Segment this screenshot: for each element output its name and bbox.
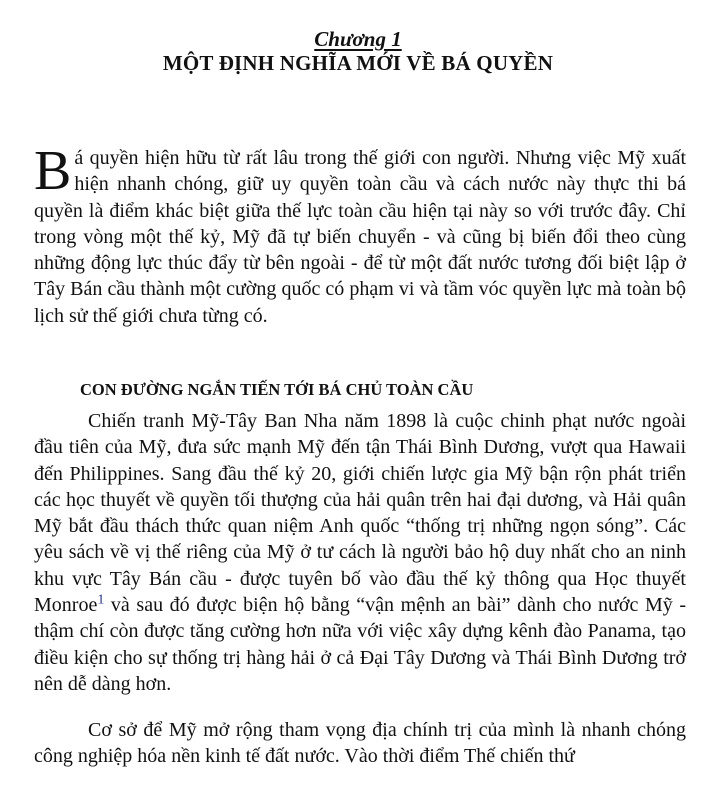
paragraph-1-text-b: và sau đó được biện hộ bằng “vận mệnh an bài” dành cho nước Mỹ - thậm chí còn được tăng cường hơn nữa với việc xây dựng kênh đào Panama, tạo điều kiện cho sự thống trị hàng hải ở cả Đại Tây Dương và Thái Bình Dương trở nên dễ dàng hơn. <box>34 594 686 695</box>
section-heading: CON ĐƯỜNG NGẮN TIẾN TỚI BÁ CHỦ TOÀN CẦU <box>80 380 474 399</box>
body-paragraph-1 <box>34 408 686 697</box>
paragraph-1-text-a: Chiến tranh Mỹ-Tây Ban Nha năm 1898 là cuộc chinh phạt nước ngoài đầu tiên của Mỹ, đưa sức mạnh Mỹ đến tận Thái Bình Dương, vượt qua Hawaii đến Philippines. Sang đầu thế kỷ 20, giới chiến lược gia Mỹ bận rộn phát triển các học thuyết về quyền tối thượng của hải quân trên hai đại dương, và Hải quân Mỹ bắt đầu thách thức quan niệm Anh quốc “thống trị những ngọn sóng”. Các yêu sách về vị thế riêng của Mỹ ở tư cách là người bảo hộ duy nhất cho an ninh khu vực Tây Bán cầu - được tuyên bố vào đầu thế kỷ thông qua Học thuyết Monroe <box>34 410 686 617</box>
chapter-title: MỘT ĐỊNH NGHĨA MỚI VỀ BÁ QUYỀN <box>162 51 554 75</box>
chapter-label <box>0 27 716 51</box>
body-paragraph-2: Cơ sở để Mỹ mở rộng tham vọng địa chính trị của mình là nhanh chóng công nghiệp hóa nền kinh tế đất nước. Vào thời điểm Thế chiến thứ <box>34 719 686 768</box>
chapter-label-text: Chương 1 <box>314 27 402 51</box>
footnote-link[interactable]: 1 <box>97 592 105 608</box>
drop-cap: B <box>34 140 72 202</box>
intro-text: á quyền hiện hữu từ rất lâu trong thế giới con người. Nhưng việc Mỹ xuất hiện nhanh chóng, giữ uy quyền toàn cầu và cách nước này thực thi bá quyền là điểm khác biệt giữa thế lực toàn cầu hiện tại này so với trước đây. Chỉ trong vòng một thế kỷ, Mỹ đã tự biến chuyển - và cũng bị biến đổi theo cùng những động lực thúc đẩy từ bên ngoài - để từ một đất nước tương đối biệt lập ở Tây Bán cầu thành một cường quốc có phạm vi và tầm vóc quyền lực mà toàn bộ lịch sử thế giới chưa từng có. <box>34 147 686 327</box>
intro-paragraph <box>34 140 686 329</box>
